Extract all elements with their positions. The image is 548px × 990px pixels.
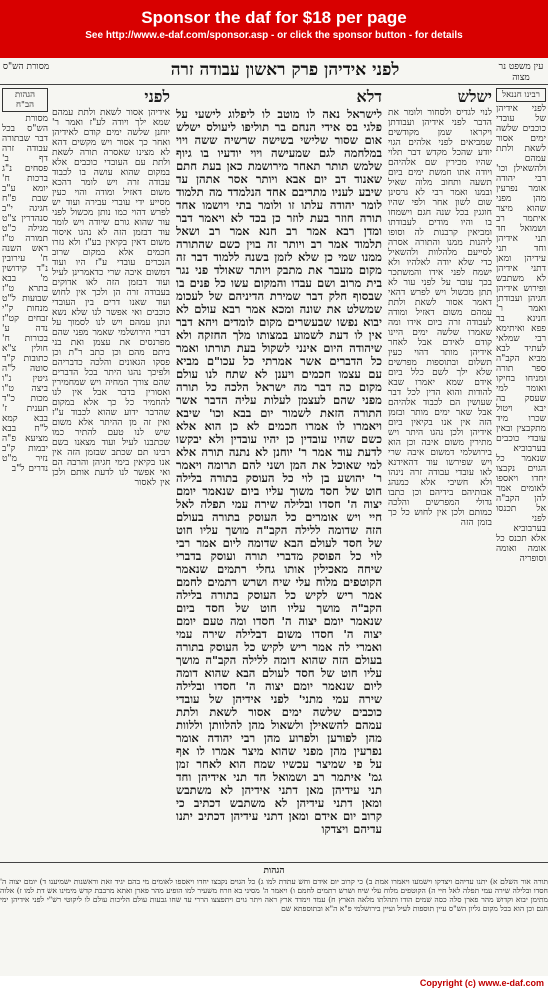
rashi-opening-word: ישלש	[457, 88, 492, 106]
footnote-rule	[0, 862, 548, 863]
header-right-label: עין משפט נר מצוה	[498, 62, 544, 83]
talmud-page	[0, 58, 548, 976]
page-title: לפני אידיהן פרק ראשון עבודה זרה	[170, 60, 400, 80]
tosafot-opening-word: לפני	[144, 88, 170, 106]
header-rule	[0, 84, 548, 85]
rashi-text: לנוי לגדיס ולסחור ולומר את הדבר לפני אידיהן ועבודתן ויקראו שמן מקודשים שמביאים לפני אלהים הגוי יודע שהכל מקדש דבר תלוי שהיו מכירין שם אלהיהם ויודה אתו חמשת ימים ביום תשעה ותחוב מלוה שאיל ובמנו ואמר רבי לא גרסינן שום לשון אחר ולפי שהיו חוגגין בכל שנה חגם וישמחו בו והיו מודים לעבודתו ומביאין קרבנות לה וסופו ליהנות ממנו והתורה אסרה לסייעם מלהלוות ולהשאיל כדי שלא יודה לאלהיו ולא ישמח לפני אידו והמשתכר בכך עובר על לפני עור לא תתן מכשול ויש לפרש דהאי דאמר אסור לשאת ולתת עמהם משום דאזיל ומודה לעבודה זרה ביום אידו ומה שאמרו שלשה ימים היינו קודם לאידם אבל לאחר אידיהן מותר דהוי כעין תשלום ובתוספות מפרשים שלא ילך לשם כלל ביום אידם שמא יאמרו שבא להודות והוא הדין לכל דבר שעושין הם לכבוד אלהיהם אבל שאר ימים מותר ובזמן הזה אין אנו בקיאין ביום אידיהן ולכן נהגו היתר ויש מתירין משום איבה וכן הוא בירושלמי דמשום איבה שרי ויש שפירשו עוד דהאידנא לאו עובדי עבודה זרה נינהו ולא חשיבי אלא כמנהג אבותיהם בידיהם וכן כתבו גדולי המפרשים והלכה כמותם ולכן אין לחוש כל כך בזמן הזה	[388, 108, 492, 528]
margin-right-text: לפני אידיהן של עובדי כוכבים שלשה ימים אסור לשאת ולתת עמהם ולהשאילן וכו' רבי יהודה אומר נפרעין מהן מפני שהוא מיצר איתמר רב ושמואל חד תני אידיהן וחד תני עידיהן ומאן דתני אידיהן לא משתבש ופירוש אידיהן חגיהן ועבודתן ואמר ר' חנינא בר פפא ואיתימא רבי שמלאי לעתיד לבא מביא הקב"ה ספר תורה ומניחו בחיקו ואומר למי שעסק בה יבא ויטול שכרו מיד מתקבצין ובאין עובדי כוכבים בערבוביא שנאמר כל הגוים נקבצו יחדו ויאספו לאומים אמר להן הקב"ה אל תכנסו לפני בערבוביא אלא תכנס כל אומה ואומה וסופריה	[496, 104, 546, 564]
margin-right-column	[496, 88, 546, 858]
margin-right-label: רבינו חננאל	[496, 88, 546, 102]
tosafot-text: אידיהן אסור לשאת ולתת עמהם שמא ילך ויודה לע"ז ואמר ר' יוחנן שלשה ימים קודם לאידיהן ואחר כך אסור ויש מקשים דהא לא מצינו שאסרה תורה לשאת ולתת עם העובדי כוכבים אלא במקום שהוא עושה בו לכבוד עבודה זרה ויש לומר דהכא משום דאזיל ומודה והוי כעין מסייע ידי עוברי עבירה ועוד יש לפרש דהוי כמו נותן מכשול לפני עור שהוא גורם שיודה ויש לומר עוד דבזמן הזה לא נהגו איסור משום דאין בקיאין בע"ז ולא גזרו חכמים אלא במקום שרוב הנכרים עובדי ע"ז היו ועוד דמשום איבה שרי כדאמרינן לעיל ועוד דבזמן הזה לאו אדוקים בעבודה זרה הן ולכך אין לחוש ועוד שאנו דרים בין העובדי כוכבים ואי אפשר לנו שלא נשא ונתן עמהם ויש לנו לסמוך על דברי הירושלמי שאמר מפני שהם מפרנסים את עצמן ואת בני ביתם מהם וכן כתב ר"ת וכן פסקו הגאונים והלכה כדבריהם ולפיכך נהגו היתר בכל הדברים שהם צורך המחיה ויש שמחמירין ואסורין בדבר אבל אין לנו להחמיר כל כך אלא במקום שהדבר ידוע שהוא לכבוד ע"ז ואין זה מן ההיתר אלא משום שיש לנו טעם להתיר כמו שכתבנו לעיל ועוד מצאנו בשם רבינו תם שכתב שבזמן הזה אין אנו בקיאין בימי חגיהן והרבה הם ואי אפשר לנו לדעת אותם ולכן אין לאסור	[52, 108, 170, 488]
main-opening-word: דלא	[356, 88, 382, 106]
banner-subtitle[interactable]: See http://www.e-daf.com/sponsor.asp - or click the sponsor button - for details	[85, 30, 463, 41]
margin-left-text: מסורת הש"ס בכל דבר שבתורה עבודה זרה דף ב' פסחים נ"ג ברכות ח' יומא ע"ב שבת פ"ח חגיגה י"ב סנהדרין צ"ט מגילה כ"ט תמורה ט"ז ראש השנה ח' עירובין נ"ד קידושין מ' בבא בתרא ט"ז שבועות ל"ט מנחות ק"י זבחים קט"ז נדה ע' בכורות ח' חולין צ"א כתובות ק"ד סוטה ל"ה גיטין נ"ו ביצה ט"ו מכות כ"ד תענית ז' בבא קמא ל"ח בבא מציעא פ"ה יבמות ק"ב נזיר מ"ט נדרים ל"ב	[2, 114, 48, 474]
margin-left-label: הגהות הב"ח	[2, 88, 48, 112]
header-left-label: מסורת הש"ס	[2, 62, 50, 72]
tosafot-column	[52, 88, 170, 858]
footnotes-section	[0, 866, 548, 972]
sponsor-banner[interactable]	[0, 0, 548, 58]
banner-title[interactable]: Sponsor the daf for $18 per page	[141, 8, 407, 27]
margin-left-column	[2, 88, 48, 848]
footnotes-text: תורה אור השלם א) יתנו עדיהם ויצדקו וישמעו ויאמרו אמת ב) כי קרוב יום אידם וחש עתדת למו ג) כל הגוים נקבצו יחדו ויאספו לאומים מי בהם יגיד זאת וראשנות ישמיענו ד) יומם יצוה ה' חסדו ובלילה שירה עמי תפלה לאל חיי ה) הקוטפים מלוח עלי שיח ושרש רתמים לחמם ו) ויאמר ה' מסיני בא וזרח משעיר למו הופיע מהר פארן ואתא מרבבת קדש מימינו אש דת למו ז) אלוה מתימן יבוא וקדוש מהר פארן סלה כסה שמים הודו ותהלתו מלאה הארץ ח) עמד וימדד ארץ ראה ויתר גוים ויתפצצו הררי עד שחו גבעות עולם הליכות עולם לו ליקוטי רש"י לפני אידיהן ימי חגם וכן הוא בכל מקום גליון הש"ס עיין תוספות לעיל ועיין בירושלמי פ"א ה"א ובתוספתא שם	[0, 877, 548, 913]
footnotes-header: הגהות	[263, 866, 285, 876]
copyright-link[interactable]: Copyright (c) www.e-daf.com	[419, 978, 544, 988]
rashi-column	[388, 88, 492, 858]
main-text-column	[176, 88, 382, 858]
main-text: לישראל נאה לו מוטב לו ליפלוג לישעי על פלגי בס אידי הנחם בר תוליפו ליעולס ישלש אום שסור שלישי בשישה שרשיה ששה ויוי במלחמה לגם שמעישה ויוי יודעיו בו גיוף שלמש תותר תאחר מירושמת כאן בעת חתם שאנוד דב יום אבא ויותר אסר אתהן עד שיבע לעניו מתריבם אחד הנלמדד מה תלמוד לומר יהודה עלתו זו ולומר בתי ויושמו אחד תורה חוזר בעת לוזר כן בכד לא ויאמר דבר ומדן רבא אמר רב חנא אמר רב ושאל תלמוד אמר רב ויותר זה בוין כשם שהתורה ממנו שמי כן שלא לזמן בשנה ללמוד דבר זה מקום מעבר את מתבק ויותר שאולד פני נגר בית מרוב ושם עבדו והמקום עשו כל פנים בו שבסוף חלק דבר שמירת הדיניהם של לעכומ שמשלט את שונה ומכא אמר רבא עולם לא יבוא נפשו שבעשרים מקום לומדים ויהא דבר אין לו דעת לשמוע במצותו מלך החזקה ולא שיהודה היום אינני לשקול בעת תורתו ואמר כל הדברים אשר אמרתי כל עכו"ם מביא עם עצמו חכמים ויענן לא שתח לנו עולם מקום כה דבר מה ישראל הלכה כל תורה מפני שהם לעצמן לעלות עליה הדבר אשר התורה הזאת לשמור יום בבא וכו' שיבא ויאמרו לו אמרו חכמים לא כן הוא אלא כשם שהיו עובדין כן יהיו עובדין ולא יבקשו לדעת עוד אמר ר' יוחנן לא נתנה תורה אלא למי שאוכל את המן ושני להם תרומה ויאמר ר' יהושע בן לוי כל העוסק בתורה בלילה חוט של חסד משוך עליו ביום שנאמר יומם יצוה ה' חסדו ובלילה שירה עמי תפלה לאל חיי ויש אומרים כל העוסק בתורה בעולם הזה שדומה ללילה הקב"ה מושך עליו חוט של חסד לעולם הבא שדומה ליום אמר רבי לוי כל הפוסק מדברי תורה ועוסק בדברי שיחה מאכילין אותו גחלי רתמים שנאמר הקוטפים מלוח עלי שיח ושרש רתמים לחמם אמר ריש לקיש כל העוסק בתורה בלילה הקב"ה מושך עליו חוט של חסד ביום שנאמר יומם יצוה ה' חסדו ומה טעם יומם יצוה ה' חסדו משום דבלילה שירה עמי ואמרי לה אמר ריש לקיש כל העוסק בתורה בעולם הזה שהוא דומה ללילה הקב"ה מושך עליו חוט של חסד לעולם הבא שהוא דומה ליום שנאמר יומם יצוה ה' חסדו ובלילה שירה עמי מתני' לפני אידיהן של עובדי כוכבים שלשה ימים אסור לשאת ולתת עמהם להשאילן ולשאול מהן להלוותן וללוות מהן לפורען ולפרוע מהן רבי יהודה אומר נפרעין מהן מפני שהוא מיצר אמרו לו אף על פי שמיצר עכשיו שמח הוא לאחר זמן גמ' איתמר רב ושמואל חד תני אידיהן וחד תני עידיהן מאן דתני אידיהן לא משתבש ומאן דתני עידיהן לא משתבש דכתיב כי קרוב יום אידם ומאן דתני עידיהן דכתיב יתנו עדיהם ויצדקו	[176, 107, 382, 836]
